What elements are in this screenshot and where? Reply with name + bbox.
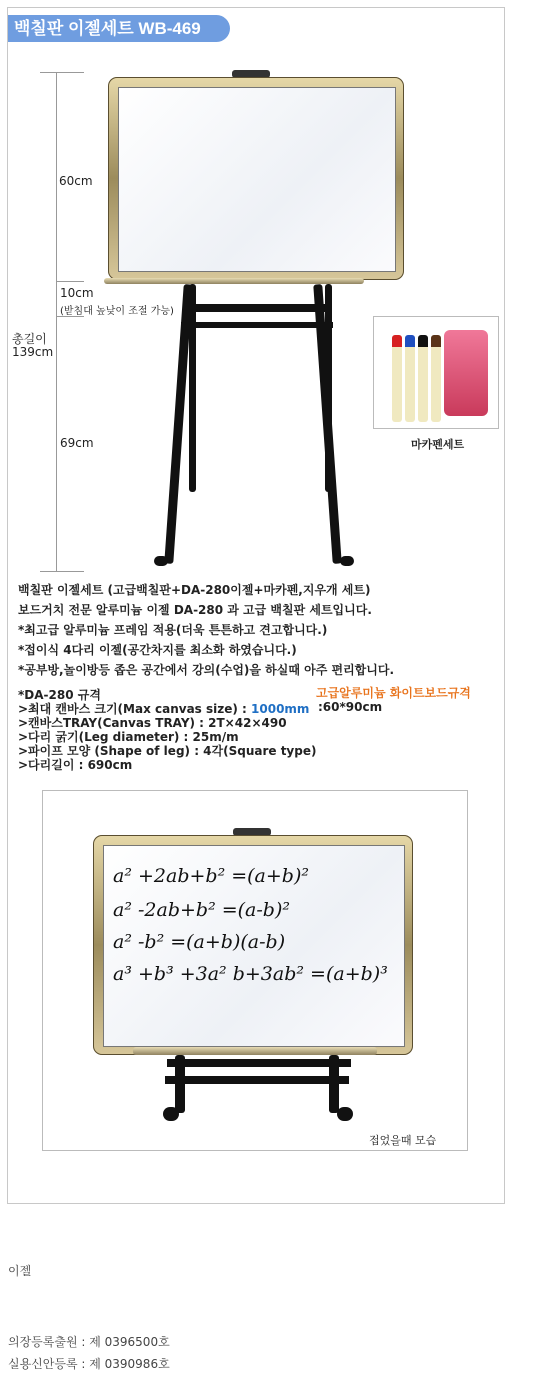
easel-wheel xyxy=(337,1107,353,1121)
math-formula: a² -b² =(a+b)(a-b) xyxy=(113,931,286,953)
dimension-tick-top xyxy=(40,72,84,73)
easel-foot xyxy=(154,556,168,566)
dimension-tick-bottom xyxy=(40,571,84,572)
board-spec-heading: 고급알루미늄 화이트보드규격 xyxy=(316,686,471,700)
board-tray xyxy=(133,1047,377,1055)
product-title: 백칠판 이젤세트 WB-469 xyxy=(14,19,201,38)
folded-easel-photo xyxy=(42,790,468,1151)
marker-set-caption: 마카펜세트 xyxy=(411,438,465,451)
board-tray xyxy=(104,278,364,284)
description-line: 보드거치 전문 알루미늄 이젤 DA-280 과 고급 백칠판 세트입니다. xyxy=(18,603,372,617)
description-line: *최고급 알루미늄 프레임 적용(더욱 튼튼하고 견고합니다.) xyxy=(18,623,328,637)
folded-caption: 접었을때 모습 xyxy=(369,1134,437,1147)
total-length-value: 139cm xyxy=(12,345,54,359)
math-formula: a³ +b³ +3a² b+3ab² =(a+b)³ xyxy=(113,963,388,985)
dimension-mid-label: 10cm xyxy=(60,286,94,300)
dimension-tick-mid-top xyxy=(56,281,84,282)
footer-design-registration: 의장등록출원 : 제 0396500호 xyxy=(8,1335,170,1349)
easel-rear-left-leg xyxy=(189,284,196,492)
footer-utility-registration: 실용신안등록 : 제 0390986호 xyxy=(8,1357,170,1371)
easel-foot xyxy=(340,556,354,566)
dimension-bottom-label: 69cm xyxy=(60,436,94,450)
spec-leg-length: >다리길이 : 690cm xyxy=(18,758,133,772)
spec-canvas-prefix: >최대 캔바스 크기(Max canvas size) : xyxy=(18,702,252,716)
spec-tray: >캔바스TRAY(Canvas TRAY) : 2T×42×490 xyxy=(18,716,287,730)
spec-leg-shape: >파이프 모양 (Shape of leg) : 4각(Square type) xyxy=(18,744,317,758)
dimension-top-label: 60cm xyxy=(59,174,93,188)
specs-heading: *DA-280 규격 xyxy=(18,688,101,702)
easel-crossbar-top xyxy=(190,304,330,312)
easel-folded-leg xyxy=(329,1055,339,1113)
math-formula: a² +2ab+b² =(a+b)² xyxy=(113,865,309,887)
easel-rear-right-leg xyxy=(325,284,332,492)
red-marker-icon xyxy=(392,335,402,422)
marker-set-photo xyxy=(373,316,499,429)
dimension-line xyxy=(56,72,57,572)
easel-crossbar xyxy=(167,1059,351,1067)
description-line: *접이식 4다리 이젤(공간차지를 최소화 하였습니다.) xyxy=(18,643,297,657)
whiteboard-surface xyxy=(118,87,396,272)
total-length-label: 총길이 xyxy=(12,332,47,346)
product-title-tab xyxy=(8,15,230,42)
description-line: *공부방,놀이방등 좁은 공간에서 강의(수업)을 하실때 아주 편리합니다. xyxy=(18,663,395,677)
dimension-mid-note: (받침대 높낮이 조절 가능) xyxy=(60,306,174,317)
eraser-icon xyxy=(444,330,488,416)
easel-folded-leg xyxy=(175,1055,185,1113)
blue-marker-icon xyxy=(405,335,415,422)
easel-crossbar xyxy=(165,1076,349,1084)
easel-crossbar-bottom xyxy=(181,322,333,328)
spec-canvas-value: 1000mm xyxy=(251,702,310,716)
board-spec-value: :60*90cm xyxy=(318,700,383,714)
brown-marker-icon xyxy=(431,335,441,422)
black-marker-icon xyxy=(418,335,428,422)
spec-leg-diameter: >다리 굵기(Leg diameter) : 25m/m xyxy=(18,730,239,744)
description-line: 백칠판 이젤세트 (고급백칠판+DA-280이젤+마카펜,지우개 세트) xyxy=(18,583,371,597)
math-formula: a² -2ab+b² =(a-b)² xyxy=(113,899,290,921)
easel-wheel xyxy=(163,1107,179,1121)
footer-easel-label: 이젤 xyxy=(8,1264,32,1278)
